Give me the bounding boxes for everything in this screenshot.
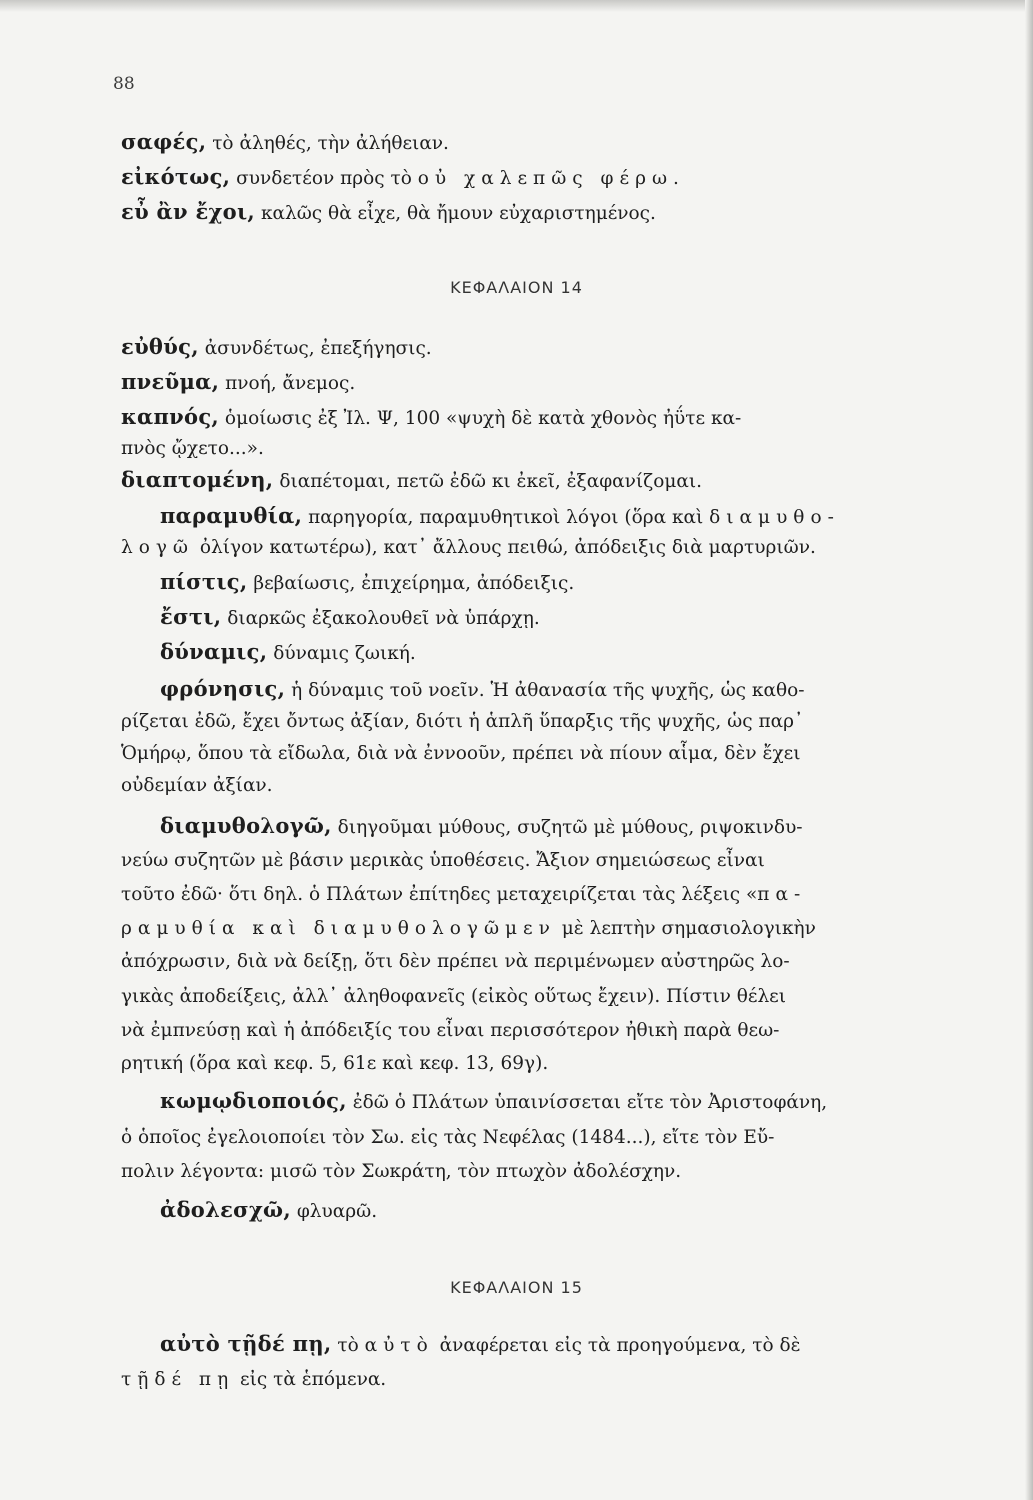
entry-adoleskho: [160, 1196, 956, 1226]
headword: εὖ ἂν ἔχοι,: [121, 199, 256, 224]
headword: πίστις,: [160, 569, 248, 594]
headword: διαπτομένη,: [121, 467, 274, 492]
entry-pistis: [160, 568, 956, 598]
entry-komodiopoios: [160, 1087, 956, 1117]
headword: δύναμις,: [160, 639, 268, 664]
headword: ἀδολεσχῶ,: [160, 1197, 291, 1222]
entry-euthys: [121, 333, 956, 363]
gloss-tail: .: [673, 168, 679, 189]
entry-diaptomeni: [121, 466, 956, 496]
gloss: πνοή, ἄνεμος.: [219, 373, 356, 394]
text-line: γικὰς ἀποδείξεις, ἀλλ᾽ ἀληθοφανεῖς (εἰκὸς οὕτως ἔχειν). Πίστιν θέλει: [121, 986, 787, 1007]
scan-edge: [0, 0, 1033, 12]
page-number: 88: [113, 74, 135, 94]
text-line: πνὸς ᾤχετο...».: [121, 438, 264, 459]
spaced-term: αὐτὸ: [364, 1335, 434, 1356]
gloss: ἀσυνδέτως, ἐπεξήγησις.: [198, 338, 432, 359]
spaced-term: διαμυθο-: [709, 507, 840, 528]
entry-dynamis: [160, 638, 956, 668]
gloss: συνδετέον πρὸς τὸ: [230, 168, 418, 189]
gloss: ἐδῶ ὁ Πλάτων ὑπαινίσσεται εἴτε τὸν Ἀριστοφάνη,: [346, 1092, 828, 1113]
gloss: βεβαίωσις, ἐπιχείρημα, ἀπόδειξις.: [247, 573, 575, 594]
gloss: ὁμοίωσις ἐξ Ἰλ. Ψ, 100 «ψυχὴ δὲ κατὰ χθονὸς ἠΰτε κα-: [219, 408, 742, 429]
chapter-heading-14: ΚΕΦΑΛΑΙΟΝ 14: [450, 278, 583, 297]
text-line: ἀπόχρωσιν, διὰ νὰ δείξῃ, ὅτι δὲν πρέπει νὰ περιμένωμεν αὐστηρῶς λο-: [121, 951, 790, 972]
headword: αὐτὸ τῇδέ πῃ,: [160, 1331, 332, 1356]
headword: πνεῦμα,: [121, 369, 220, 394]
headword: ἔστι,: [160, 604, 222, 629]
text-line: ρίζεται ἐδῶ, ἔχει ὄντως ἀξίαν, διότι ἡ ἁπλῆ ὕπαρξις τῆς ψυχῆς, ὡς παρ᾽: [121, 711, 804, 732]
entry-eu-an-echoi: [121, 198, 956, 228]
scan-edge-right: [1025, 0, 1033, 1500]
spaced-term: τῇδέ πῃ: [121, 1369, 235, 1390]
gloss: παρηγορία, παραμυθητικοὶ λόγοι (ὅρα καὶ: [302, 507, 710, 528]
text-line: νὰ ἐμπνεύσῃ καὶ ἡ ἀπόδειξίς του εἶναι περισσότερον ἠθικὴ παρὰ θεω-: [121, 1020, 780, 1041]
text-line: ρητική (ὅρα καὶ κεφ. 5, 61ε καὶ κεφ. 13, 69γ).: [121, 1053, 549, 1074]
spaced-term: πα-: [757, 884, 807, 905]
text-line: [121, 915, 956, 943]
entry-pneuma: [121, 368, 956, 398]
entry-fronisis: [160, 675, 956, 705]
text-line: [121, 1366, 956, 1394]
headword: εἰκότως,: [121, 164, 231, 189]
headword: παραμυθία,: [160, 503, 303, 528]
text-line: οὐδεμίαν ἀξίαν.: [121, 775, 273, 796]
gloss: καλῶς θὰ εἶχε, θὰ ἤμουν εὐχαριστημένος.: [255, 203, 656, 224]
headword: καπνός,: [121, 404, 220, 429]
text-line: νεύω συζητῶν μὲ βάσιν μερικὰς ὑποθέσεις. Ἄξιον σημειώσεως εἶναι: [121, 850, 765, 871]
text-line: Ὁμήρῳ, ὅπου τὰ εἴδωλα, διὰ νὰ ἐννοοῦν, πρέπει νὰ πίουν αἷμα, δὲν ἔχει: [121, 743, 801, 764]
text-line: [121, 881, 956, 909]
gloss: διηγοῦμαι μύθους, συζητῶ μὲ μύθους, ριψοκινδυ-: [331, 817, 803, 838]
text-line: ὁ ὁποῖος ἐγελοιοποίει τὸν Σω. εἰς τὰς Νεφέλας (1484...), εἴτε τὸν Εὔ-: [121, 1127, 775, 1148]
gloss: εἰς τὰ ἑπόμενα.: [234, 1369, 387, 1390]
chapter-heading-15: ΚΕΦΑΛΑΙΟΝ 15: [450, 1278, 583, 1297]
gloss: τὸ ἀληθές, τὴν ἀλήθειαν.: [206, 133, 449, 154]
entry-esti: [160, 603, 956, 633]
gloss: ἀναφέρεται εἰς τὰ προηγούμενα, τὸ δὲ: [433, 1335, 801, 1356]
text-line: πολιν λέγοντα: μισῶ τὸν Σωκράτη, τὸν πτωχὸν ἀδολέσχην.: [121, 1161, 682, 1182]
spaced-term: λογῶ: [121, 537, 195, 558]
gloss: τοῦτο ἐδῶ· ὅτι δηλ. ὁ Πλάτων ἐπίτηδες μεταχειρίζεται τὰς λέξεις «: [121, 884, 758, 905]
gloss: μὲ λεπτὴν σημασιολογικὴν: [555, 918, 816, 939]
gloss: διαρκῶς ἐξακολουθεῖ νὰ ὑπάρχῃ.: [221, 608, 540, 629]
gloss: διαπέτομαι, πετῶ ἐδῶ κι ἐκεῖ, ἐξαφανίζομαι.: [273, 471, 702, 492]
headword: φρόνησις,: [160, 676, 286, 701]
gloss: ἡ δύναμις τοῦ νοεῖν. Ἡ ἀθανασία τῆς ψυχῆς, ὡς καθο-: [285, 680, 805, 701]
gloss: φλυαρῶ.: [290, 1201, 378, 1222]
gloss: τὸ: [331, 1335, 365, 1356]
headword: κωμῳδιοποιός,: [160, 1088, 347, 1113]
spaced-term: οὐ χαλεπῶς φέρω: [417, 168, 674, 189]
entry-eikotos: [121, 163, 956, 193]
gloss: δύναμις ζωική.: [267, 643, 416, 664]
entry-safes: [121, 128, 956, 158]
text-line: [121, 534, 956, 562]
entry-paramythia: [160, 502, 956, 532]
entry-auto-tide-pi: [160, 1330, 956, 1360]
headword: σαφές,: [121, 129, 207, 154]
headword: διαμυθολογῶ,: [160, 813, 332, 838]
gloss: ὀλίγον κατωτέρω), κατ᾽ ἄλλους πειθώ, ἀπόδειξις διὰ μαρτυριῶν.: [194, 537, 816, 558]
headword: εὐθύς,: [121, 334, 199, 359]
entry-diamythologo: [160, 812, 956, 842]
spaced-term: ραμυθία καὶ διαμυθολογῶμεν: [121, 918, 556, 939]
entry-kapnos: [121, 403, 956, 433]
